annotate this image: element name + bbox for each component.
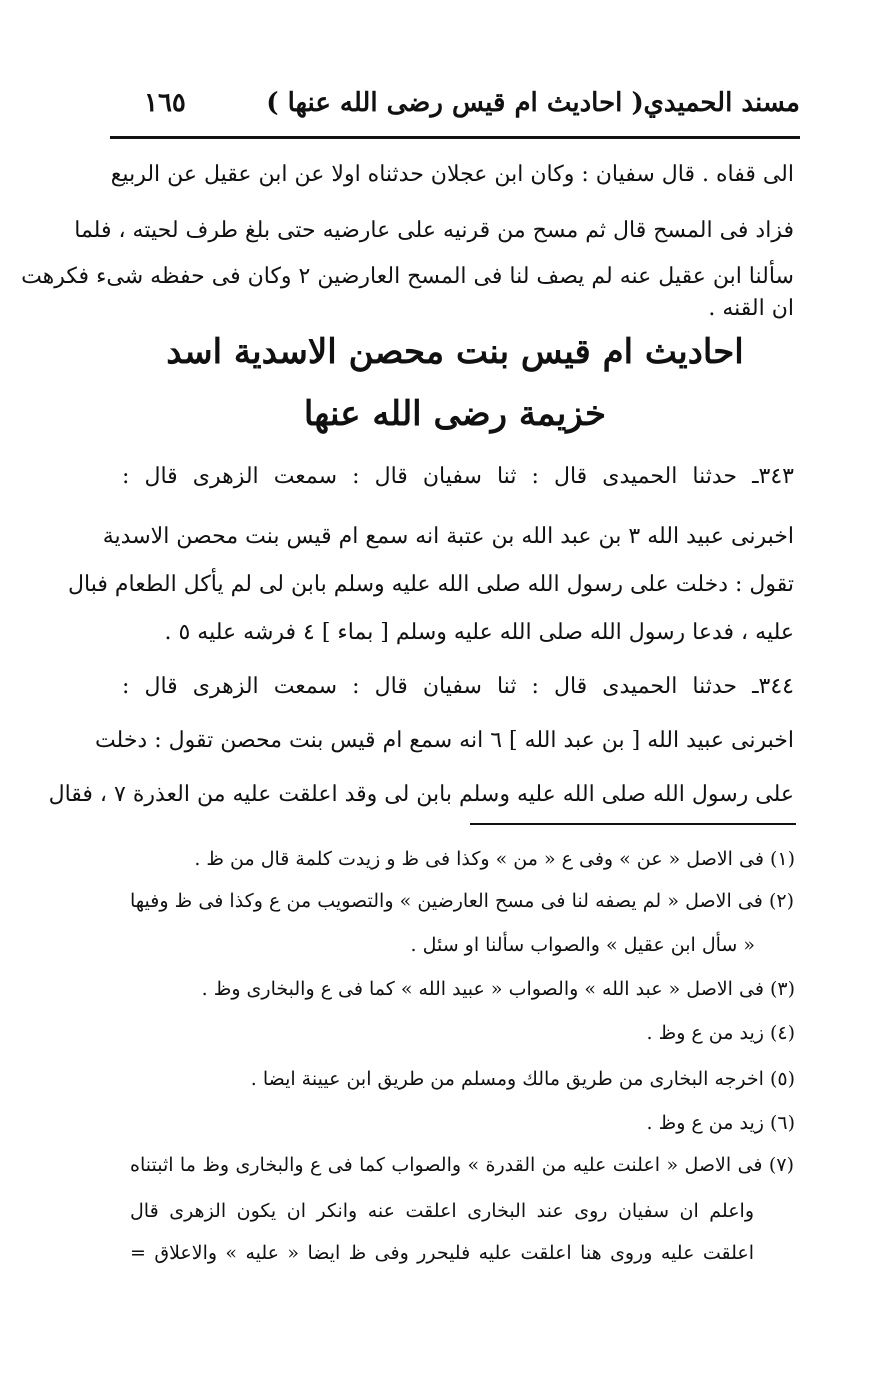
footnote-4: (٤) زيد من ع وظ .: [646, 1022, 795, 1044]
hadith-343-line: تقول : دخلت على رسول الله صلى الله عليه وسلم بابن لى لم يأكل الطعام فبال: [68, 572, 794, 597]
book-title: مسند الحميدي: [643, 88, 800, 118]
footnote-1: (١) فى الاصل « عن » وفى ع « من » وكذا فى ظ و زيدت كلمة قال من ظ .: [194, 848, 795, 870]
running-header: [110, 82, 800, 132]
footnote-7-continuation: اعلقت عليه وروى هنا اعلقت عليه فليحرر وفى ظ ايضا « عليه » والاعلاق =: [130, 1242, 754, 1264]
section-title: احاديث ام قيس بنت محصن الاسدية اسد: [166, 332, 744, 372]
section-label: ( احاديث ام قيس رضى الله عنها ): [266, 88, 644, 118]
footnote-separator: [470, 823, 796, 825]
footnote-2-continuation: « سأل ابن عقيل » والصواب سألنا او سئل .: [410, 934, 755, 956]
footnote-6: (٦) زيد من ع وظ .: [646, 1112, 795, 1134]
footnote-5: (٥) اخرجه البخارى من طريق مالك ومسلم من طريق ابن عيينة ايضا .: [250, 1068, 795, 1090]
hadith-344-line: ٣٤٤ـ حدثنا الحميدى قال : ثنا سفيان قال : سمعت الزهرى قال :: [122, 674, 794, 699]
footnote-2: (٢) فى الاصل « لم يصفه لنا فى مسح العارضين » والتصويب من ع وكذا فى ظ وفيها: [130, 890, 794, 912]
body-line: الى قفاه . قال سفيان : وكان ابن عجلان حدثناه اولا عن ابن عقيل عن الربيع: [110, 162, 794, 187]
hadith-343-line: عليه ، فدعا رسول الله صلى الله عليه وسلم [ بماء ] ٤ فرشه عليه ٥ .: [164, 620, 794, 645]
body-line: فزاد فى المسح قال ثم مسح من قرنيه على عارضيه حتى بلغ طرف لحيته ، فلما: [74, 218, 794, 243]
hadith-343-line: اخبرنى عبيد الله ٣ بن عبد الله بن عتبة انه سمع ام قيس بنت محصن الاسدية: [102, 524, 794, 549]
footnote-7: (٧) فى الاصل « اعلنت عليه من القدرة » والصواب كما فى ع والبخارى وظ ما اثبتناه: [130, 1154, 794, 1176]
hadith-344-line: على رسول الله صلى الله عليه وسلم بابن لى وقد اعلقت عليه من العذرة ٧ ، فقال: [48, 782, 794, 807]
body-line: سألنا ابن عقيل عنه لم يصف لنا فى المسح العارضين ٢ وكان فى حفظه شىء فكرهت: [21, 264, 794, 289]
hadith-343-line: ٣٤٣ـ حدثنا الحميدى قال : ثنا سفيان قال : سمعت الزهرى قال :: [122, 464, 794, 489]
section-title: خزيمة رضى الله عنها: [303, 394, 607, 434]
page-number: ١٦٥: [144, 88, 186, 118]
header-rule: [110, 136, 800, 139]
hadith-344-line: اخبرنى عبيد الله [ بن عبد الله ] ٦ انه سمع ام قيس بنت محصن تقول : دخلت: [94, 728, 794, 753]
body-line: ان القنه .: [708, 296, 794, 321]
footnote-7-continuation: واعلم ان سفيان روى عند البخارى اعلقت عنه وانكر ان يكون الزهرى قال: [130, 1200, 754, 1222]
footnote-3: (٣) فى الاصل « عبد الله » والصواب « عبيد الله » كما فى ع والبخارى وظ .: [201, 978, 795, 1000]
